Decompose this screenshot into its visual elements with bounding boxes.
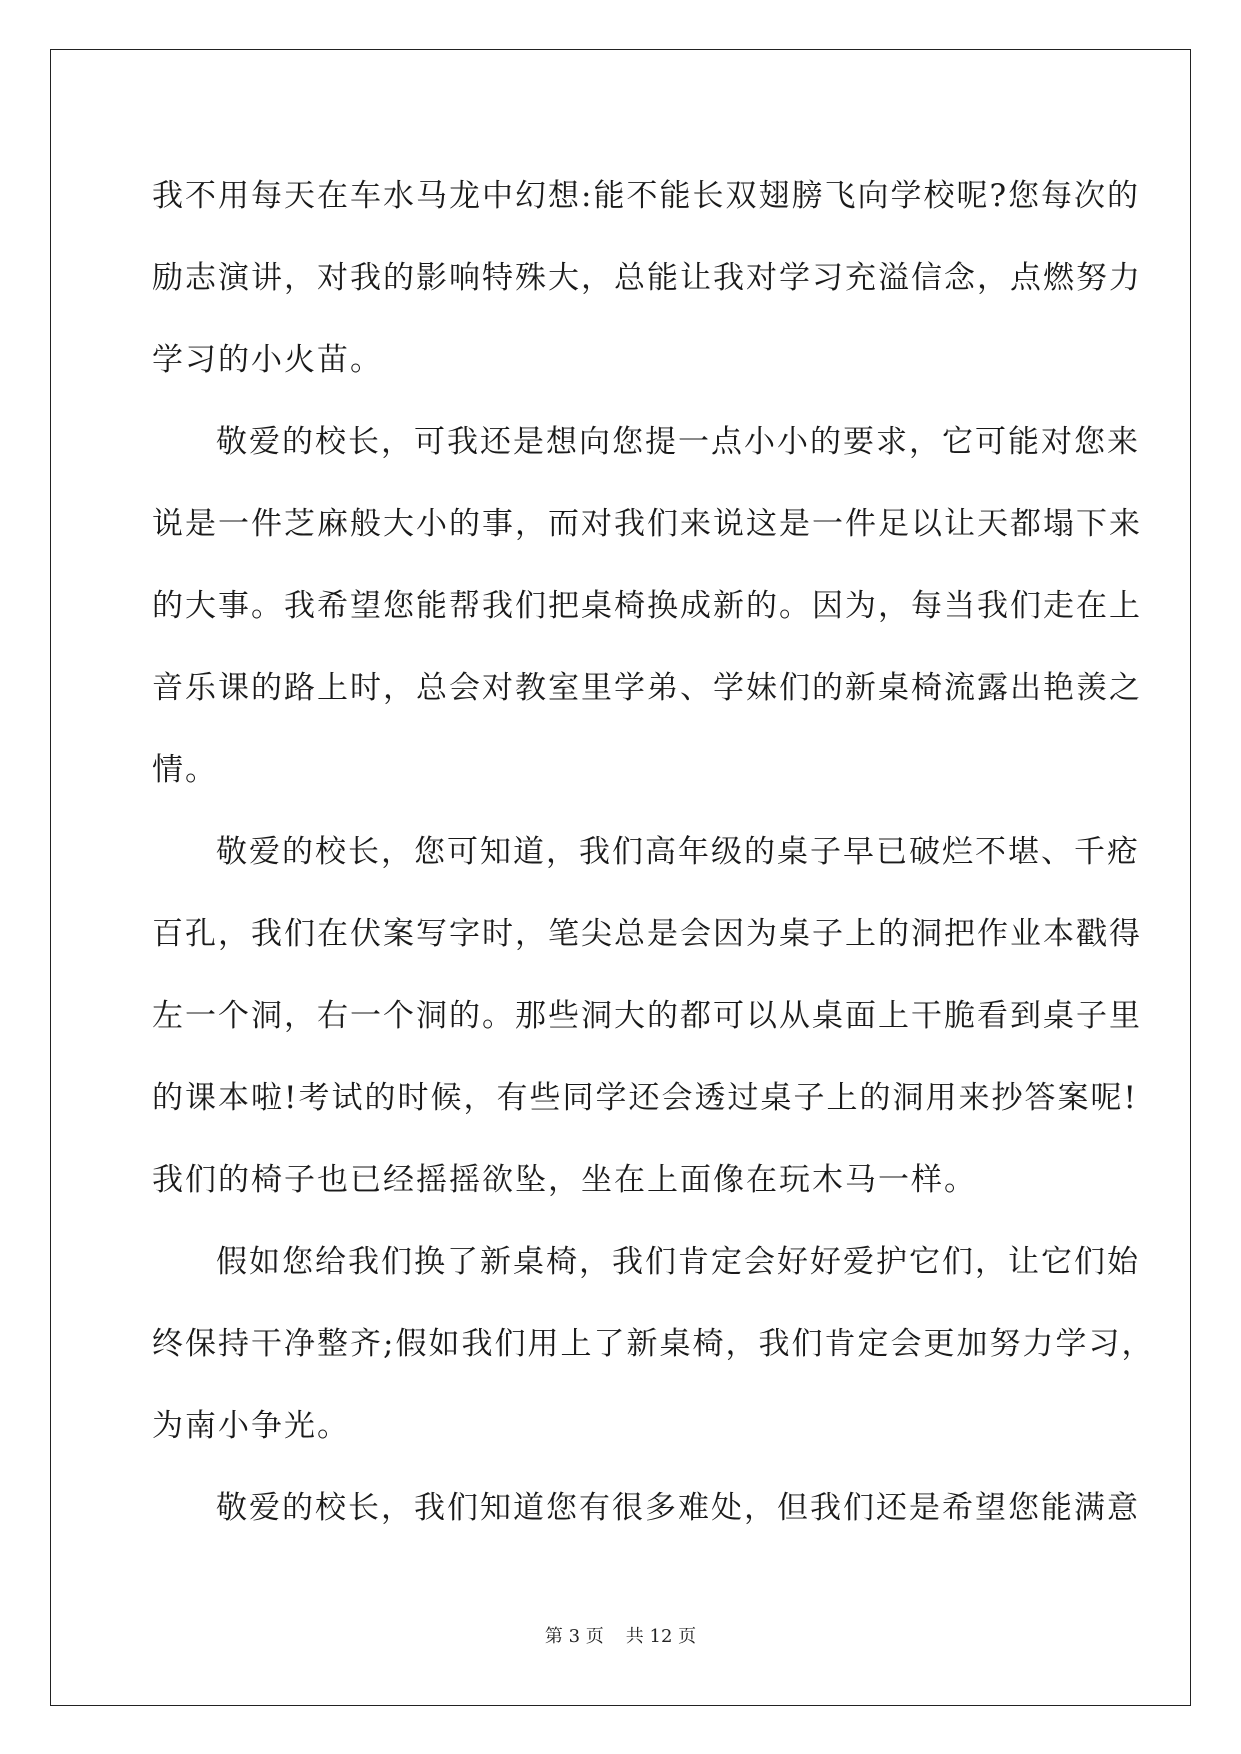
total-pages: 共 12 页 [625, 1626, 697, 1647]
text-line: 音乐课的路上时，总会对教室里学弟、学妹们的新桌椅流露出艳羡之 [152, 670, 1142, 706]
text-line: 的大事。我希望您能帮我们把桌椅换成新的。因为，每当我们走在上 [152, 588, 1142, 624]
text-line: 励志演讲，对我的影响特殊大，总能让我对学习充溢信念，点燃努力 [152, 260, 1142, 296]
text-line: 终保持干净整齐;假如我们用上了新桌椅，我们肯定会更加努力学习， [152, 1326, 1155, 1362]
page-number: 第 3 页 [544, 1626, 604, 1647]
text-line: 说是一件芝麻般大小的事，而对我们来说这是一件足以让天都塌下来 [152, 506, 1142, 542]
text-line: 我不用每天在车水马龙中幻想:能不能长双翅膀飞向学校呢?您每次的 [152, 178, 1141, 214]
text-line: 左一个洞，右一个洞的。那些洞大的都可以从桌面上干脆看到桌子里 [152, 998, 1142, 1034]
paragraph-start-line: 敬爱的校长，我们知道您有很多难处，但我们还是希望您能满意 [216, 1490, 1140, 1526]
text-line: 百孔，我们在伏案写字时，笔尖总是会因为桌子上的洞把作业本戳得 [152, 916, 1142, 952]
paragraph-start-line: 假如您给我们换了新桌椅，我们肯定会好好爱护它们，让它们始 [216, 1244, 1140, 1280]
text-line: 情。 [152, 752, 218, 788]
text-line: 的课本啦!考试的时候，有些同学还会透过桌子上的洞用来抄答案呢! [152, 1080, 1138, 1116]
text-line: 学习的小火苗。 [152, 342, 383, 378]
paragraph-start-line: 敬爱的校长，您可知道，我们高年级的桌子早已破烂不堪、千疮 [216, 834, 1140, 870]
text-line: 我们的椅子也已经摇摇欲坠，坐在上面像在玩木马一样。 [152, 1162, 977, 1198]
text-line: 为南小争光。 [152, 1408, 350, 1444]
document-body [152, 155, 1155, 1549]
page-footer [0, 1625, 1241, 1649]
paragraph-start-line: 敬爱的校长，可我还是想向您提一点小小的要求，它可能对您来 [216, 424, 1140, 460]
